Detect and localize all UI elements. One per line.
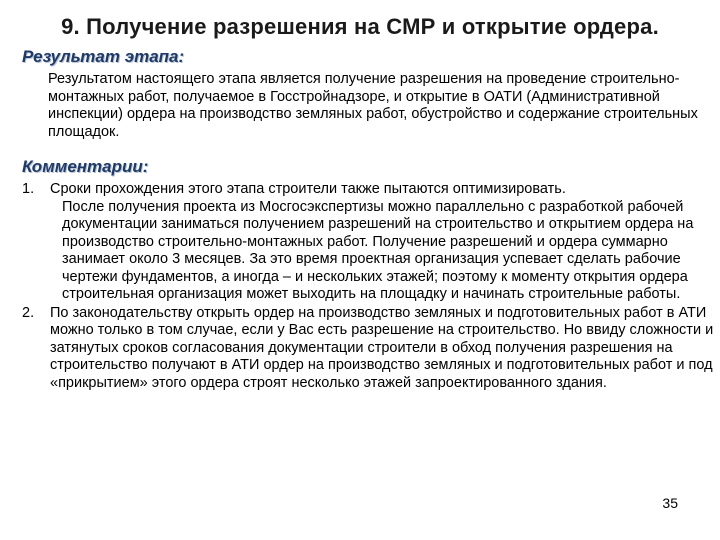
comment-number: 2. bbox=[22, 304, 35, 321]
comment-body: По законодательству открыть ордер на производство земляных и подготовительных работ в АТИ можно только в том случае, если у Вас есть разрешение на строительство. Но ввиду сложности и затянутых сроков согласования документации строители в обход получения разрешения на строительство получают в АТИ ордер на производство земляных и подготовительных работ и под «прикрытием» этого ордера строят несколько этажей запроектированного здания. bbox=[50, 304, 714, 391]
comment-body bbox=[50, 181, 716, 304]
comment-item-2 bbox=[16, 305, 716, 393]
comments-heading: Комментарии: bbox=[22, 157, 149, 176]
comments-list bbox=[16, 181, 716, 392]
result-text: Результатом настоящего этапа является получение разрешения на проведение строительно-монтажных работ, получаемое в Госстройнадзоре, и открытие в ОАТИ (Административной инспекции) ордера на производство земляных работ, обустройство и содержание строительных площадок. bbox=[48, 71, 698, 140]
slide-title: 9. Получение разрешения на СМР и открытие ордера. bbox=[61, 14, 659, 39]
page-number: 35 bbox=[662, 495, 678, 511]
result-heading: Результат этапа: bbox=[22, 47, 185, 66]
comment-first-line: Сроки прохождения этого этапа строители также пытаются оптимизировать. bbox=[50, 181, 566, 197]
comment-number: 1. bbox=[22, 181, 35, 197]
comment-text: После получения проекта из Мосгосэкспертизы можно параллельно с разработкой рабочей документации заниматься получением разрешений на строительство и открытием ордера на производство строительно-монтажных работ. Получение разрешений и ордера суммарно занимает около 3 месяцев. За это время проектная организация успевает сделать рабочие чертежи фундаментов, а иногда – и нескольких этажей; поэтому к моменту открытия ордера строительная организация может выходить на площадку и начинать строительные работы. bbox=[62, 198, 694, 302]
comment-item-1 bbox=[16, 181, 716, 304]
